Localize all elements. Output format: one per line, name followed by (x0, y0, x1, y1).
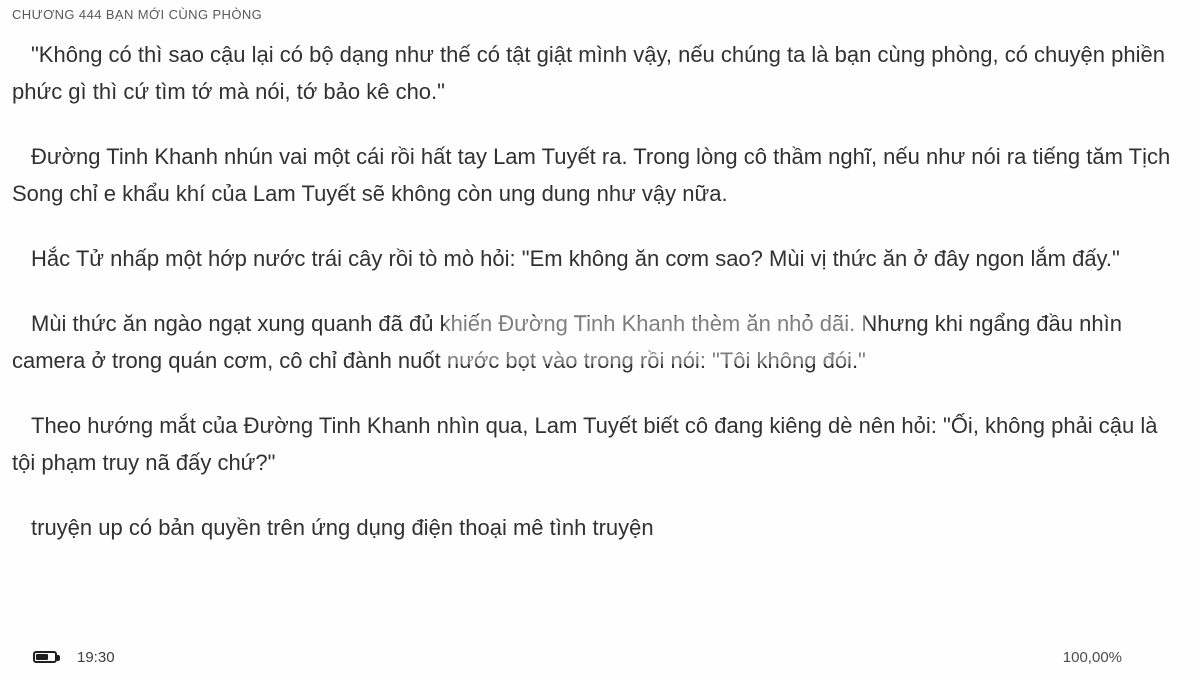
status-bar (0, 638, 1198, 674)
chapter-title: CHƯƠNG 444 BẠN MỚI CÙNG PHÒNG (12, 7, 263, 22)
reading-progress-percent: 100,00% (1062, 649, 1122, 666)
battery-icon (33, 651, 57, 663)
paragraph: Đường Tinh Khanh nhún vai một cái rồi hất tay Lam Tuyết ra. Trong lòng cô thầm nghĩ, nếu như nói ra tiếng tăm Tịch Song chỉ e khẩu khí của Lam Tuyết sẽ không còn ung dung như vậy nữa. (12, 144, 1171, 206)
paragraph: "Không có thì sao cậu lại có bộ dạng như thế có tật giật mình vậy, nếu chúng ta là bạn cùng phòng, có chuyện phiền phức gì thì cứ tìm tớ mà nói, tớ bảo kê cho." (12, 42, 1165, 104)
battery-fill (36, 654, 48, 660)
battery-nub (57, 655, 60, 661)
paragraph: Theo hướng mắt của Đường Tinh Khanh nhìn qua, Lam Tuyết biết cô đang kiêng dè nên hỏi: "Ối, không phải cậu là tội phạm truy nã đấy chứ?" (12, 413, 1158, 475)
clock-time: 19:30 (77, 649, 115, 666)
chapter-text (12, 36, 1184, 574)
paragraph: Hắc Tử nhấp một hớp nước trái cây rồi tò mò hỏi: "Em không ăn cơm sao? Mùi vị thức ăn ở đây ngon lắm đấy." (31, 246, 1120, 271)
paragraph: truyện up có bản quyền trên ứng dụng điện thoại mê tình truyện (31, 515, 654, 540)
paragraph: Mùi thức ăn ngào ngạt xung quanh đã đủ khiến Đường Tinh Khanh thèm ăn nhỏ dãi. Nhưng khi ngẩng đầu nhìn camera ở trong quán cơm, cô chỉ đành nuốt nước bọt vào trong rồi nói: "Tôi không đói." (12, 311, 1122, 373)
